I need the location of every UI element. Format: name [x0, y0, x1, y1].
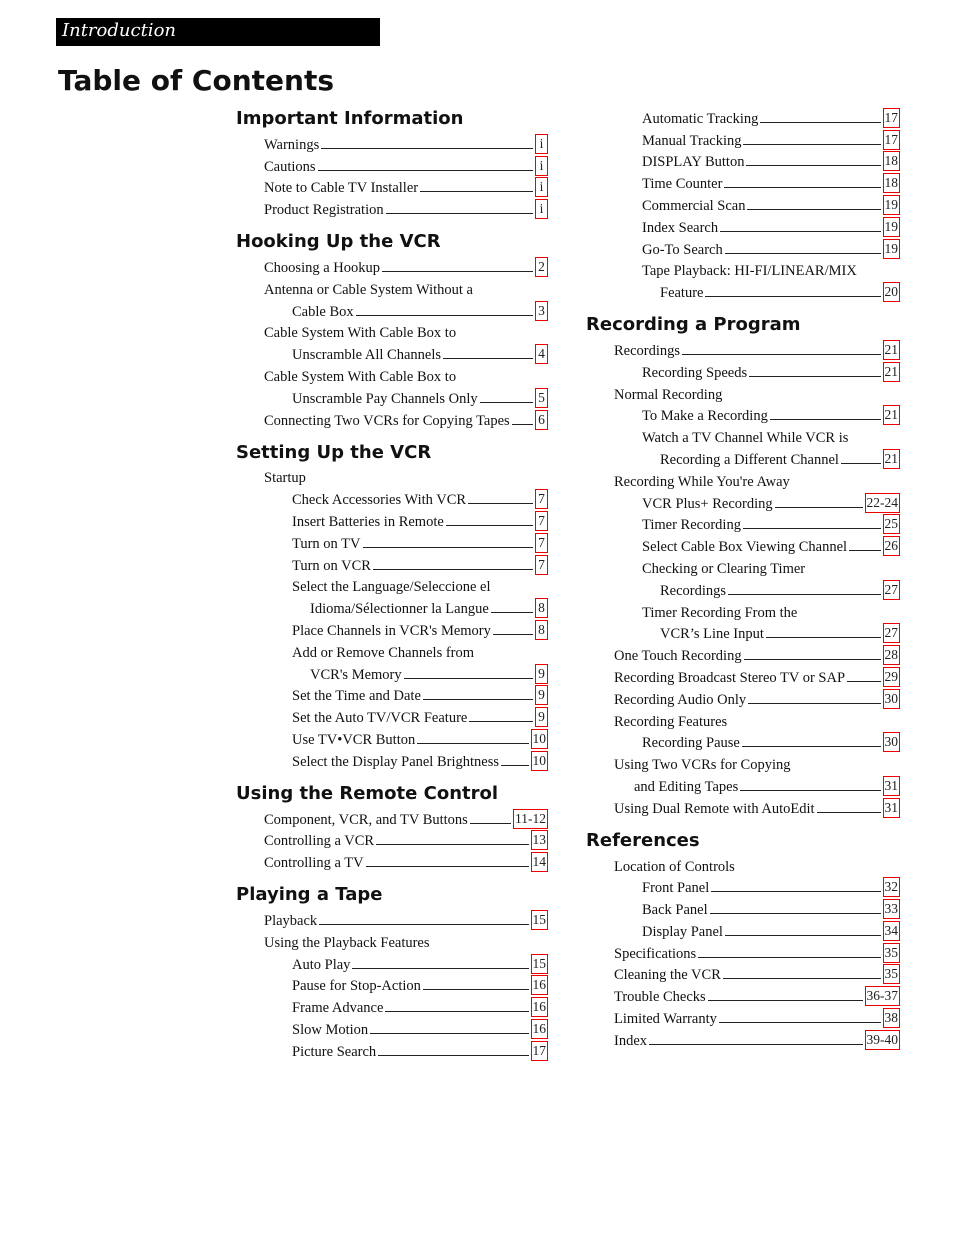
- toc-entry[interactable]: [236, 197, 548, 219]
- leader-line: [708, 1000, 863, 1001]
- toc-entry[interactable]: [586, 731, 900, 753]
- toc-entry[interactable]: [586, 984, 900, 1006]
- toc-entry[interactable]: [586, 1028, 900, 1050]
- toc-entry[interactable]: [236, 531, 548, 553]
- toc-entry[interactable]: [586, 193, 900, 215]
- leader-line: [373, 569, 533, 570]
- toc-entry-text: and Editing Tapes: [634, 778, 739, 795]
- toc-entry: [586, 752, 900, 774]
- page-link[interactable]: 19: [883, 217, 901, 237]
- toc-entry[interactable]: [586, 876, 900, 898]
- toc-entry-text: Display Panel: [642, 923, 723, 940]
- toc-entry-text: Auto Play: [292, 956, 351, 973]
- leader-line: [376, 844, 528, 845]
- leader-line: [746, 165, 880, 166]
- leader-line: [698, 957, 880, 958]
- page-link[interactable]: 19: [883, 195, 901, 215]
- toc-entry-text: Controlling a TV: [264, 855, 364, 872]
- toc-entry: [236, 364, 548, 386]
- toc-entry-text: Set the Time and Date: [292, 688, 421, 705]
- page-link[interactable]: 7: [535, 555, 548, 575]
- page-link[interactable]: 2: [535, 257, 548, 277]
- toc-entry-text: Connecting Two VCRs for Copying Tapes: [264, 412, 510, 429]
- leader-line: [766, 637, 881, 638]
- page-link[interactable]: 32: [883, 877, 901, 897]
- page-link[interactable]: 31: [883, 798, 901, 818]
- leader-line: [382, 271, 533, 272]
- toc-entry-text: VCR's Memory: [310, 666, 402, 683]
- toc-entry-text: One Touch Recording: [614, 648, 742, 665]
- toc-entry[interactable]: [236, 255, 548, 277]
- toc-entry[interactable]: [586, 534, 900, 556]
- toc-entry-text: Turn on TV: [292, 535, 361, 552]
- page-link[interactable]: 30: [883, 732, 901, 752]
- toc-entry[interactable]: [586, 404, 900, 426]
- leader-line: [493, 634, 533, 635]
- toc-entry[interactable]: [586, 237, 900, 259]
- toc-entry-text: Using the Playback Features: [264, 934, 430, 951]
- page-link[interactable]: 33: [883, 899, 901, 919]
- toc-entry[interactable]: [236, 618, 548, 640]
- page-link[interactable]: 10: [531, 729, 549, 749]
- page-link[interactable]: i: [535, 134, 548, 154]
- section-title-references: References: [586, 829, 700, 851]
- toc-entry-text: Recordings: [614, 342, 681, 359]
- leader-line: [719, 1022, 881, 1023]
- page-link[interactable]: 22-24: [865, 493, 901, 513]
- leader-line: [775, 507, 863, 508]
- section-title-recording-a-program: Recording a Program: [586, 314, 801, 336]
- toc-entry[interactable]: [236, 1039, 548, 1061]
- page-link[interactable]: i: [535, 199, 548, 219]
- toc-entry-text: VCR’s Line Input: [660, 626, 764, 643]
- toc-entry[interactable]: [236, 749, 548, 771]
- toc-entry-text: Back Panel: [642, 902, 708, 919]
- leader-line: [770, 419, 881, 420]
- page-link[interactable]: 7: [535, 489, 548, 509]
- toc-entry[interactable]: [586, 687, 900, 709]
- toc-entry-text: Recordings: [660, 582, 727, 599]
- toc-entry-text: Front Panel: [642, 880, 710, 897]
- leader-line: [747, 209, 880, 210]
- leader-line: [711, 891, 880, 892]
- toc-entry: [586, 259, 900, 281]
- toc-entry-text: DISPLAY Button: [642, 154, 745, 171]
- leader-line: [682, 354, 880, 355]
- page-link[interactable]: 36-37: [865, 986, 901, 1006]
- toc-entry-text: Trouble Checks: [614, 989, 706, 1006]
- page-link[interactable]: 17: [883, 130, 901, 150]
- page-link[interactable]: 18: [883, 173, 901, 193]
- page-link[interactable]: 9: [535, 707, 548, 727]
- leader-line: [725, 253, 881, 254]
- leader-line: [705, 296, 880, 297]
- toc-entry: [586, 469, 900, 491]
- page-link[interactable]: 30: [883, 689, 901, 709]
- toc-entry-text: Checking or Clearing Timer: [642, 560, 806, 577]
- page-link[interactable]: 13: [531, 830, 549, 850]
- page-link[interactable]: 7: [535, 533, 548, 553]
- toc-entry-text: Controlling a VCR: [264, 833, 375, 850]
- page-link[interactable]: 34: [883, 921, 901, 941]
- toc-entry[interactable]: [236, 487, 548, 509]
- toc-entry-text: To Make a Recording: [642, 408, 768, 425]
- leader-line: [404, 678, 533, 679]
- page-link[interactable]: 38: [883, 1008, 901, 1028]
- section-title-playing-a-tape: Playing a Tape: [236, 884, 383, 906]
- page-link[interactable]: i: [535, 156, 548, 176]
- leader-line: [386, 213, 533, 214]
- page-link[interactable]: 17: [531, 1041, 549, 1061]
- leader-line: [352, 968, 528, 969]
- toc-entry[interactable]: [236, 995, 548, 1017]
- leader-line: [740, 790, 880, 791]
- toc-entry[interactable]: [236, 176, 548, 198]
- leader-line: [363, 547, 534, 548]
- toc-entry-text: Go-To Search: [642, 241, 723, 258]
- toc-entry-text: Index Search: [642, 219, 719, 236]
- toc-entry-text: Recording Speeds: [642, 364, 748, 381]
- page-link[interactable]: 10: [531, 751, 549, 771]
- toc-entry-text: Place Channels in VCR's Memory: [292, 622, 491, 639]
- page-link[interactable]: 29: [883, 667, 901, 687]
- toc-entry[interactable]: [586, 665, 900, 687]
- toc-entry[interactable]: [586, 171, 900, 193]
- leader-line: [724, 187, 880, 188]
- toc-entry-text: Feature: [660, 285, 704, 302]
- header-label: Introduction: [62, 20, 176, 41]
- toc-entry[interactable]: [586, 491, 900, 513]
- toc-entry[interactable]: [586, 1006, 900, 1028]
- toc-entry[interactable]: [586, 774, 900, 796]
- toc-entry-text: Timer Recording: [642, 517, 741, 534]
- toc-entry[interactable]: [236, 727, 548, 749]
- toc-entry-text: Tape Playback: HI-FI/LINEAR/MIX: [642, 263, 857, 280]
- toc-entry[interactable]: [236, 705, 548, 727]
- toc-entry[interactable]: [236, 553, 548, 575]
- page-link[interactable]: 16: [531, 975, 549, 995]
- toc-entry[interactable]: [236, 299, 548, 321]
- page-link[interactable]: 25: [883, 514, 901, 534]
- toc-entry-text: Automatic Tracking: [642, 110, 759, 127]
- page-link[interactable]: 15: [531, 954, 549, 974]
- toc-entry[interactable]: [586, 941, 900, 963]
- toc-entry-text: Cleaning the VCR: [614, 967, 721, 984]
- leader-line: [378, 1055, 528, 1056]
- leader-line: [470, 823, 511, 824]
- toc-entry[interactable]: [586, 447, 900, 469]
- page-link[interactable]: 15: [531, 910, 549, 930]
- leader-line: [469, 721, 533, 722]
- toc-entry-text: Idioma/Sélectionner la Langue: [310, 601, 489, 618]
- toc-entry-text: Pause for Stop-Action: [292, 978, 421, 995]
- toc-entry-text: Use TV•VCR Button: [292, 731, 416, 748]
- toc-entry-text: Time Counter: [642, 176, 723, 193]
- toc-entry: [586, 556, 900, 578]
- leader-line: [321, 148, 533, 149]
- leader-line: [710, 913, 881, 914]
- page-link[interactable]: 14: [531, 852, 549, 872]
- leader-line: [649, 1044, 862, 1045]
- toc-entry-text: Component, VCR, and TV Buttons: [264, 811, 468, 828]
- leader-line: [720, 231, 880, 232]
- page-link[interactable]: 20: [883, 282, 901, 302]
- toc-entry[interactable]: [236, 850, 548, 872]
- toc-entry-text: Product Registration: [264, 202, 384, 219]
- toc-entry[interactable]: [586, 578, 900, 600]
- toc-entry-text: Commercial Scan: [642, 197, 746, 214]
- page-link[interactable]: 9: [535, 664, 548, 684]
- leader-line: [744, 659, 881, 660]
- page-link[interactable]: 6: [535, 410, 548, 430]
- toc-entry-text: Turn on VCR: [292, 557, 371, 574]
- toc-entry[interactable]: [236, 132, 548, 154]
- toc-entry-text: Warnings: [264, 136, 320, 153]
- leader-line: [847, 681, 880, 682]
- leader-line: [370, 1033, 528, 1034]
- toc-entry-text: Cable Box: [292, 303, 354, 320]
- toc-entry[interactable]: [236, 807, 548, 829]
- toc-entry-text: Manual Tracking: [642, 132, 742, 149]
- page-link[interactable]: 39-40: [865, 1030, 901, 1050]
- toc-entry[interactable]: [586, 106, 900, 128]
- toc-entry-text: Normal Recording: [614, 386, 723, 403]
- page-link[interactable]: 28: [883, 645, 901, 665]
- leader-line: [742, 746, 881, 747]
- toc-entry-text: Select Cable Box Viewing Channel: [642, 539, 848, 556]
- toc-entry-text: Cautions: [264, 158, 316, 175]
- toc-entry[interactable]: [586, 643, 900, 665]
- page-link[interactable]: 4: [535, 344, 548, 364]
- toc-entry[interactable]: [586, 796, 900, 818]
- toc-left-column: [236, 106, 548, 1061]
- page-link[interactable]: 26: [883, 536, 901, 556]
- leader-line: [420, 191, 533, 192]
- header-bar: [56, 18, 380, 46]
- toc-entry: [236, 930, 548, 952]
- page-link[interactable]: 9: [535, 685, 548, 705]
- toc-entry: [236, 466, 548, 488]
- toc-entry: [586, 854, 900, 876]
- page-link[interactable]: 21: [883, 362, 901, 382]
- toc-entry-text: Add or Remove Channels from: [292, 644, 475, 661]
- toc-entry-text: Using Two VCRs for Copying: [614, 757, 791, 774]
- toc-entry[interactable]: [236, 596, 548, 618]
- toc-entry[interactable]: [236, 662, 548, 684]
- page-link[interactable]: 27: [883, 623, 901, 643]
- section-title-hooking-up-the-vcr: Hooking Up the VCR: [236, 231, 441, 253]
- page-link[interactable]: 19: [883, 239, 901, 259]
- leader-line: [468, 503, 533, 504]
- leader-line: [841, 463, 881, 464]
- page-link[interactable]: 3: [535, 301, 548, 321]
- toc-entry[interactable]: [236, 908, 548, 930]
- page-link[interactable]: 31: [883, 776, 901, 796]
- page-link[interactable]: 18: [883, 151, 901, 171]
- toc-entry-text: Picture Search: [292, 1043, 377, 1060]
- toc-entry-text: Unscramble Pay Channels Only: [292, 390, 478, 407]
- toc-entry-text: Select the Language/Seleccione el: [292, 579, 491, 596]
- toc-entry-text: Limited Warranty: [614, 1011, 717, 1028]
- toc-entry-text: Index: [614, 1032, 648, 1049]
- toc-entry-text: Cable System With Cable Box to: [264, 368, 457, 385]
- toc-right-column: [586, 106, 900, 1050]
- toc-entry: [586, 709, 900, 731]
- leader-line: [423, 699, 533, 700]
- toc-entry[interactable]: [236, 974, 548, 996]
- toc-entry[interactable]: [236, 1017, 548, 1039]
- leader-line: [760, 122, 880, 123]
- toc-entry: [236, 640, 548, 662]
- toc-entry-text: Using Dual Remote with AutoEdit: [614, 800, 815, 817]
- leader-line: [743, 144, 880, 145]
- leader-line: [723, 978, 881, 979]
- leader-line: [366, 866, 529, 867]
- toc-entry: [236, 277, 548, 299]
- toc-entry-text: Startup: [264, 470, 306, 487]
- toc-entry-text: Watch a TV Channel While VCR is: [642, 430, 849, 447]
- leader-line: [749, 376, 880, 377]
- toc-entry-text: Recording Features: [614, 713, 728, 730]
- toc-entry[interactable]: [236, 509, 548, 531]
- toc-entry-text: Note to Cable TV Installer: [264, 180, 419, 197]
- section-title-using-the-remote-control: Using the Remote Control: [236, 782, 499, 804]
- page-link[interactable]: 8: [535, 620, 548, 640]
- toc-entry[interactable]: [236, 386, 548, 408]
- page-link[interactable]: 17: [883, 108, 901, 128]
- page-link[interactable]: 5: [535, 388, 548, 408]
- page-title: Table of Contents: [58, 64, 335, 97]
- toc-entry[interactable]: [236, 408, 548, 430]
- toc-entry-text: Antenna or Cable System Without a: [264, 281, 473, 298]
- page-link[interactable]: 27: [883, 580, 901, 600]
- toc-entry-text: Recording While You're Away: [614, 473, 790, 490]
- toc-entry: [236, 575, 548, 597]
- page-link[interactable]: 16: [531, 1019, 549, 1039]
- toc-entry[interactable]: [586, 128, 900, 150]
- toc-entry-text: Insert Batteries in Remote: [292, 513, 444, 530]
- leader-line: [817, 812, 881, 813]
- leader-line: [501, 765, 529, 766]
- page-link[interactable]: 8: [535, 598, 548, 618]
- toc-entry[interactable]: [236, 154, 548, 176]
- toc-entry-text: Frame Advance: [292, 1000, 384, 1017]
- page-link[interactable]: i: [535, 177, 548, 197]
- toc-entry[interactable]: [586, 919, 900, 941]
- leader-line: [356, 315, 533, 316]
- toc-entry: [586, 425, 900, 447]
- toc-entry[interactable]: [586, 513, 900, 535]
- leader-line: [385, 1011, 528, 1012]
- section-title-important-information: Important Information: [236, 108, 464, 129]
- leader-line: [423, 989, 529, 990]
- page-link[interactable]: 7: [535, 511, 548, 531]
- toc-entry-text: Recording a Different Channel: [660, 451, 839, 468]
- toc-entry[interactable]: [236, 684, 548, 706]
- section-title-setting-up-the-vcr: Setting Up the VCR: [236, 441, 432, 463]
- toc-entry-text: Recording Audio Only: [614, 691, 747, 708]
- page-link[interactable]: 21: [883, 405, 901, 425]
- toc-entry-text: Recording Broadcast Stereo TV or SAP: [614, 669, 846, 686]
- toc-entry[interactable]: [586, 280, 900, 302]
- leader-line: [748, 703, 880, 704]
- toc-entry: [586, 382, 900, 404]
- toc-entry-text: Playback: [264, 912, 318, 929]
- toc-entry[interactable]: [236, 829, 548, 851]
- page-link[interactable]: 21: [883, 340, 901, 360]
- toc-entry[interactable]: [586, 622, 900, 644]
- leader-line: [318, 170, 533, 171]
- leader-line: [512, 424, 533, 425]
- leader-line: [319, 924, 528, 925]
- toc-entry-text: Check Accessories With VCR: [292, 492, 467, 509]
- toc-entry: [586, 600, 900, 622]
- toc-entry[interactable]: [586, 897, 900, 919]
- toc-entry[interactable]: [236, 952, 548, 974]
- toc-entry-text: Location of Controls: [614, 858, 735, 875]
- toc-entry[interactable]: [586, 215, 900, 237]
- toc-entry[interactable]: [586, 150, 900, 172]
- leader-line: [725, 935, 881, 936]
- page-link[interactable]: 35: [883, 964, 901, 984]
- toc-entry-text: Unscramble All Channels: [292, 347, 442, 364]
- toc-entry-text: VCR Plus+ Recording: [642, 495, 773, 512]
- leader-line: [446, 525, 533, 526]
- page-link[interactable]: 16: [531, 997, 549, 1017]
- leader-line: [480, 402, 533, 403]
- toc-entry-text: Choosing a Hookup: [264, 259, 380, 276]
- toc-entry-text: Cable System With Cable Box to: [264, 325, 457, 342]
- leader-line: [491, 612, 533, 613]
- toc-entry-text: Select the Display Panel Brightness: [292, 753, 499, 770]
- page-link[interactable]: 21: [883, 449, 901, 469]
- toc-entry[interactable]: [586, 963, 900, 985]
- toc-entry[interactable]: [236, 342, 548, 364]
- leader-line: [743, 528, 881, 529]
- toc-entry[interactable]: [586, 360, 900, 382]
- toc-entry-text: Slow Motion: [292, 1021, 369, 1038]
- leader-line: [728, 594, 880, 595]
- toc-entry-text: Recording Pause: [642, 735, 740, 752]
- toc-entry[interactable]: [586, 338, 900, 360]
- page-link[interactable]: 11-12: [513, 809, 548, 829]
- leader-line: [849, 550, 880, 551]
- toc-entry-text: Timer Recording From the: [642, 604, 798, 621]
- toc-entry-text: Specifications: [614, 945, 697, 962]
- toc-entry-text: Set the Auto TV/VCR Feature: [292, 710, 468, 727]
- toc-entry: [236, 321, 548, 343]
- leader-line: [417, 743, 528, 744]
- page-link[interactable]: 35: [883, 943, 901, 963]
- leader-line: [443, 358, 533, 359]
